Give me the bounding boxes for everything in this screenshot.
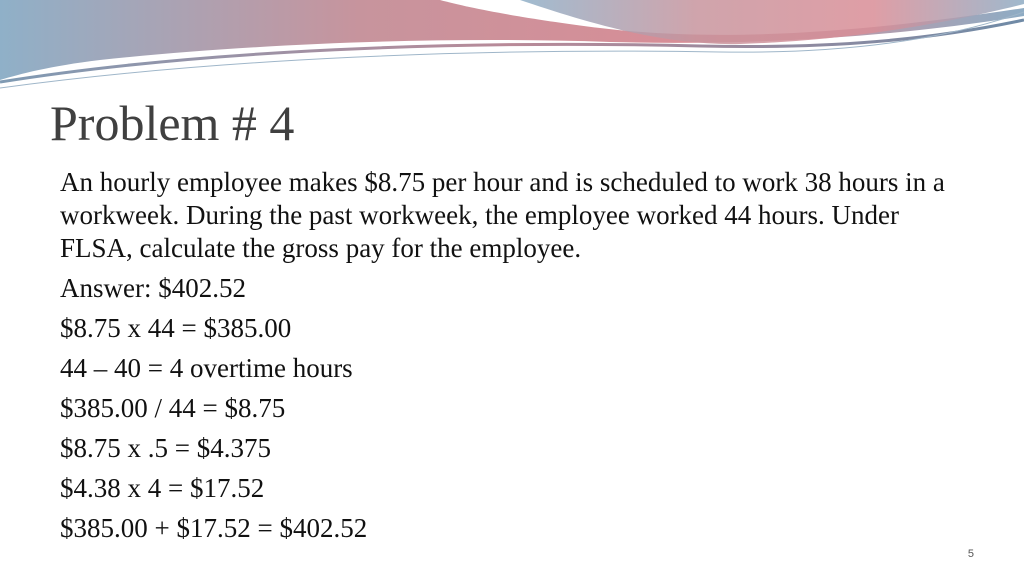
calculation-line: $385.00 / 44 = $8.75 <box>60 393 286 423</box>
calculation-line: $4.38 x 4 = $17.52 <box>60 473 265 503</box>
calculation-line: 44 – 40 = 4 overtime hours <box>60 353 353 383</box>
problem-statement: An hourly employee makes $8.75 per hour and is scheduled to work 38 hours in a workweek. During the past workweek, the employee worked 44 hours. Under FLSA, calculate the gross pay for the employee. <box>60 167 945 263</box>
slide-title: Problem # 4 <box>50 95 295 151</box>
calculation-line: $8.75 x .5 = $4.375 <box>60 433 271 463</box>
page-number: 5 <box>967 548 974 560</box>
calculation-line: $385.00 + $17.52 = $402.52 <box>60 513 368 543</box>
slide-body <box>60 166 960 548</box>
calculation-line: $8.75 x 44 = $385.00 <box>60 313 292 343</box>
answer-line: Answer: $402.52 <box>60 273 246 303</box>
decorative-banner <box>0 0 1024 100</box>
